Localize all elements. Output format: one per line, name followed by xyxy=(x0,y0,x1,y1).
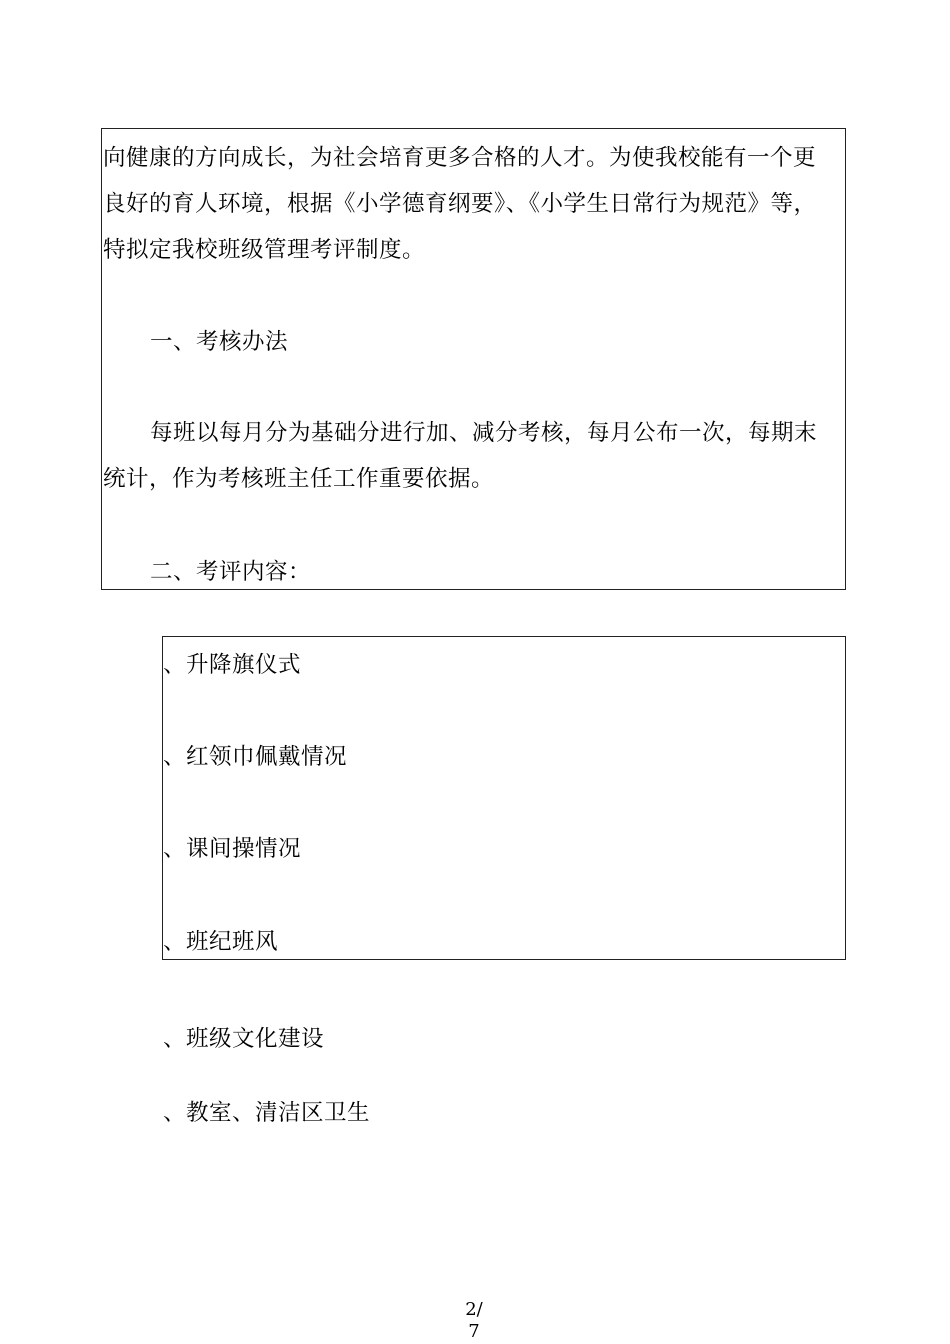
section1-body-line-2: 统计，作为考核班主任工作重要依据。 xyxy=(103,466,495,492)
page-number-top: 2/ xyxy=(465,1299,483,1320)
intro-line-1: 向健康的方向成长，为社会培育更多合格的人才。为使我校能有一个更 xyxy=(103,145,817,171)
list-item: 、班纪班风 xyxy=(163,929,279,955)
page-number-bottom: 7 xyxy=(468,1321,480,1342)
section1-heading: 一、考核办法 xyxy=(150,329,289,355)
intro-line-3: 特拟定我校班级管理考评制度。 xyxy=(103,237,426,263)
list-item: 、升降旗仪式 xyxy=(163,652,302,678)
list-item: 、班级文化建设 xyxy=(163,1026,325,1052)
list-item: 、教室、清洁区卫生 xyxy=(163,1100,371,1126)
section1-body-line-1: 每班以每月分为基础分进行加、减分考核，每月公布一次，每期末 xyxy=(150,420,818,446)
list-item: 、红领巾佩戴情况 xyxy=(163,744,348,770)
text-frame-list xyxy=(162,636,846,960)
intro-line-2: 良好的育人环境，根据《小学德育纲要》、《小学生日常行为规范》等， xyxy=(103,191,817,217)
list-item: 、课间操情况 xyxy=(163,836,302,862)
section2-heading: 二、考评内容： xyxy=(150,559,312,585)
